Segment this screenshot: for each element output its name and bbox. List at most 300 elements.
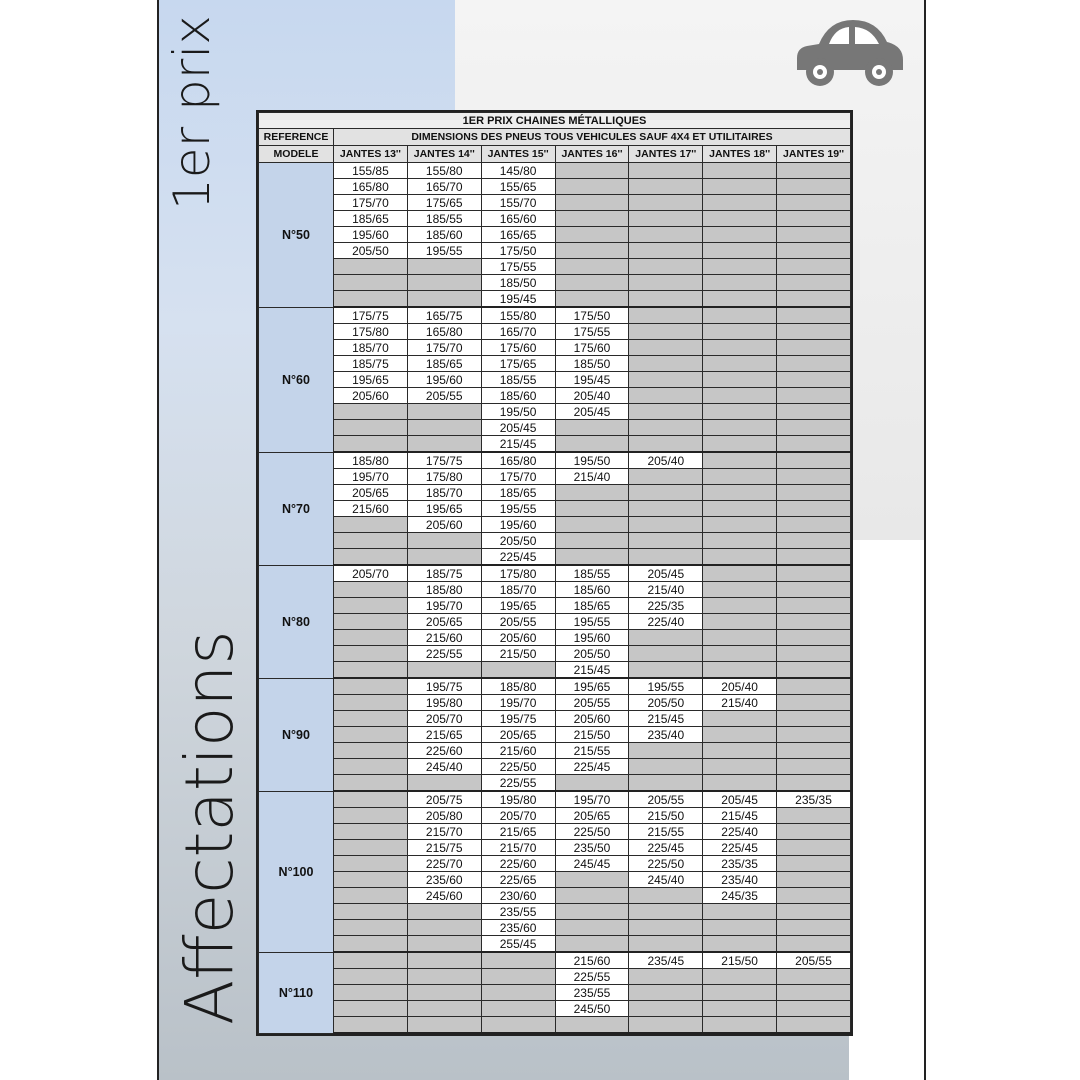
tire-size-cell — [334, 533, 408, 549]
table-row — [259, 678, 851, 695]
tire-size-cell: 195/60 — [407, 372, 481, 388]
tire-size-cell — [777, 759, 851, 775]
tire-size-cell: 205/70 — [407, 711, 481, 727]
tire-size-cell — [629, 469, 703, 485]
tire-size-cell — [629, 759, 703, 775]
tire-size-cell — [334, 259, 408, 275]
tire-size-cell: 185/60 — [407, 227, 481, 243]
tire-size-cell: 245/40 — [407, 759, 481, 775]
tire-size-cell — [629, 888, 703, 904]
tire-size-cell — [703, 501, 777, 517]
table-row — [259, 840, 851, 856]
tire-size-cell — [407, 259, 481, 275]
table-row — [259, 533, 851, 549]
tire-size-cell: 245/40 — [629, 872, 703, 888]
tire-size-cell — [555, 872, 629, 888]
table-row — [259, 372, 851, 388]
tire-size-cell — [777, 307, 851, 324]
tire-size-cell — [334, 888, 408, 904]
tire-size-cell: 175/50 — [481, 243, 555, 259]
column-header: JANTES 15'' — [481, 146, 555, 163]
tire-size-cell: 205/60 — [407, 517, 481, 533]
tire-size-cell — [777, 469, 851, 485]
tire-size-cell — [555, 211, 629, 227]
tire-size-cell: 215/50 — [555, 727, 629, 743]
tire-size-cell — [629, 307, 703, 324]
tire-size-cell — [334, 275, 408, 291]
table-row — [259, 952, 851, 969]
tire-size-cell: 185/65 — [407, 356, 481, 372]
tire-size-cell — [777, 936, 851, 953]
tire-size-cell — [777, 291, 851, 308]
tire-size-cell — [703, 340, 777, 356]
tire-size-cell: 205/65 — [555, 808, 629, 824]
tire-size-cell — [703, 211, 777, 227]
tire-size-cell: 235/35 — [777, 791, 851, 808]
tire-size-cell: 225/60 — [407, 743, 481, 759]
tire-size-cell — [777, 227, 851, 243]
tire-size-cell — [777, 840, 851, 856]
table-row — [259, 727, 851, 743]
tire-size-cell: 205/45 — [703, 791, 777, 808]
tire-size-cell — [555, 227, 629, 243]
tire-size-cell: 185/50 — [481, 275, 555, 291]
tire-size-cell: 235/60 — [481, 920, 555, 936]
tire-size-cell — [334, 791, 408, 808]
tire-size-cell: 195/70 — [334, 469, 408, 485]
tire-size-cell: 215/40 — [555, 469, 629, 485]
column-header: JANTES 18'' — [703, 146, 777, 163]
tire-size-cell: 185/70 — [407, 485, 481, 501]
tire-size-cell: 185/70 — [481, 582, 555, 598]
model-header: MODELE — [259, 146, 334, 163]
tire-size-cell: 205/65 — [481, 727, 555, 743]
tire-size-cell: 205/65 — [407, 614, 481, 630]
tire-size-cell — [407, 904, 481, 920]
table-row — [259, 307, 851, 324]
tire-size-cell: 215/70 — [481, 840, 555, 856]
tire-size-cell — [334, 678, 408, 695]
tire-size-cell: 175/60 — [555, 340, 629, 356]
tire-size-cell — [481, 1001, 555, 1017]
tire-size-cell — [777, 420, 851, 436]
tire-size-cell — [555, 485, 629, 501]
tire-size-cell — [777, 808, 851, 824]
tire-size-cell: 195/50 — [481, 404, 555, 420]
tire-size-cell — [334, 291, 408, 308]
tire-size-cell — [703, 291, 777, 308]
table-row — [259, 646, 851, 662]
tire-size-cell: 255/45 — [481, 936, 555, 953]
tire-size-cell: 205/55 — [555, 695, 629, 711]
tire-size-cell: 215/50 — [703, 952, 777, 969]
tire-size-cell — [555, 275, 629, 291]
tire-size-cell: 155/80 — [407, 163, 481, 179]
tire-size-cell: 205/60 — [334, 388, 408, 404]
tire-size-cell — [703, 759, 777, 775]
tire-size-cell: 245/50 — [555, 1001, 629, 1017]
tire-size-cell — [334, 920, 408, 936]
tire-size-cell: 175/75 — [407, 452, 481, 469]
table-row — [259, 565, 851, 582]
tire-size-cell: 205/50 — [481, 533, 555, 549]
tire-size-cell: 225/50 — [629, 856, 703, 872]
table-row — [259, 227, 851, 243]
tire-size-cell — [555, 920, 629, 936]
tire-size-cell: 225/55 — [555, 969, 629, 985]
tire-size-cell — [555, 888, 629, 904]
tire-size-cell — [555, 243, 629, 259]
table-row — [259, 436, 851, 453]
table-row — [259, 888, 851, 904]
tire-size-cell: 205/65 — [334, 485, 408, 501]
table-row — [259, 275, 851, 291]
table-row — [259, 340, 851, 356]
tire-size-cell — [334, 743, 408, 759]
tire-size-cell — [629, 275, 703, 291]
tire-size-cell: 215/55 — [555, 743, 629, 759]
tire-size-cell: 235/40 — [629, 727, 703, 743]
tire-size-cell: 195/55 — [555, 614, 629, 630]
tire-size-cell: 185/55 — [481, 372, 555, 388]
tire-size-cell: 195/70 — [555, 791, 629, 808]
tire-size-cell — [777, 695, 851, 711]
tire-size-cell: 205/75 — [407, 791, 481, 808]
tire-size-cell: 205/55 — [629, 791, 703, 808]
tire-size-cell — [703, 985, 777, 1001]
side-title-affectations: Affectations — [171, 630, 248, 1025]
tire-size-cell — [555, 501, 629, 517]
tire-size-cell — [629, 163, 703, 179]
tire-size-cell — [334, 1017, 408, 1034]
tire-size-cell — [777, 372, 851, 388]
table-row — [259, 324, 851, 340]
tire-size-cell: 175/65 — [481, 356, 555, 372]
tire-size-cell — [407, 420, 481, 436]
tire-size-cell: 235/60 — [407, 872, 481, 888]
tire-size-cell: 175/80 — [481, 565, 555, 582]
tire-size-cell — [703, 179, 777, 195]
tire-size-cell — [777, 243, 851, 259]
table-row — [259, 356, 851, 372]
tire-size-cell: 185/80 — [334, 452, 408, 469]
tire-size-cell — [777, 727, 851, 743]
tire-size-cell — [703, 662, 777, 679]
tire-size-cell — [334, 517, 408, 533]
table-row — [259, 259, 851, 275]
tire-size-cell: 145/80 — [481, 163, 555, 179]
tire-size-cell — [703, 598, 777, 614]
tire-size-cell — [629, 179, 703, 195]
table-row — [259, 662, 851, 679]
tire-size-cell — [703, 485, 777, 501]
tire-size-cell — [703, 1017, 777, 1034]
table-row — [259, 630, 851, 646]
tire-size-cell — [777, 678, 851, 695]
tire-size-cell — [777, 452, 851, 469]
tire-size-cell: 185/60 — [481, 388, 555, 404]
tire-size-cell: 205/45 — [629, 565, 703, 582]
tire-size-cell — [777, 388, 851, 404]
tire-size-cell: 175/55 — [481, 259, 555, 275]
tire-size-cell: 165/60 — [481, 211, 555, 227]
column-header: JANTES 16'' — [555, 146, 629, 163]
tire-size-cell — [703, 582, 777, 598]
table-row — [259, 501, 851, 517]
tire-size-cell: 155/80 — [481, 307, 555, 324]
tire-size-cell — [777, 775, 851, 792]
tire-size-cell: 225/60 — [481, 856, 555, 872]
tire-size-cell: 205/40 — [629, 452, 703, 469]
tire-size-cell: 195/65 — [334, 372, 408, 388]
tire-size-cell: 205/80 — [407, 808, 481, 824]
tire-size-cell: 215/65 — [407, 727, 481, 743]
tire-size-cell — [334, 856, 408, 872]
tire-size-cell — [629, 195, 703, 211]
table-row — [259, 582, 851, 598]
tire-size-cell — [334, 952, 408, 969]
tire-size-cell — [777, 614, 851, 630]
tire-size-cell: 205/50 — [334, 243, 408, 259]
tire-size-cell: 185/55 — [407, 211, 481, 227]
tire-size-cell: 225/50 — [481, 759, 555, 775]
tire-size-cell: 195/60 — [555, 630, 629, 646]
tire-size-cell — [407, 549, 481, 566]
table-row — [259, 598, 851, 614]
tire-size-cell: 185/50 — [555, 356, 629, 372]
tire-size-cell — [703, 452, 777, 469]
tire-size-cell: 205/70 — [334, 565, 408, 582]
tire-size-cell: 195/80 — [407, 695, 481, 711]
tire-size-cell — [777, 630, 851, 646]
tire-size-cell — [555, 549, 629, 566]
tire-size-cell — [334, 404, 408, 420]
tire-size-cell — [555, 420, 629, 436]
tire-size-cell — [629, 372, 703, 388]
tire-size-cell — [407, 1001, 481, 1017]
tire-size-cell — [555, 533, 629, 549]
table-row — [259, 824, 851, 840]
tire-size-cell — [703, 565, 777, 582]
tire-size-cell — [555, 436, 629, 453]
table-row — [259, 936, 851, 953]
tire-size-cell — [777, 904, 851, 920]
tire-size-cell — [703, 324, 777, 340]
tire-size-cell: 215/65 — [481, 824, 555, 840]
car-icon — [791, 14, 907, 86]
tire-size-cell — [629, 227, 703, 243]
tire-size-cell — [334, 630, 408, 646]
tire-size-cell: 185/70 — [334, 340, 408, 356]
tire-size-cell — [703, 388, 777, 404]
tire-size-cell — [777, 195, 851, 211]
tire-size-cell — [777, 598, 851, 614]
tire-size-cell: 155/65 — [481, 179, 555, 195]
tire-size-cell — [629, 969, 703, 985]
tire-size-cell: 195/65 — [481, 598, 555, 614]
tire-size-cell — [334, 420, 408, 436]
table-row — [259, 872, 851, 888]
tire-size-cell: 175/55 — [555, 324, 629, 340]
tire-size-cell — [777, 179, 851, 195]
model-ref-cell: N°70 — [259, 452, 334, 565]
tire-size-cell — [334, 936, 408, 953]
tire-size-cell: 205/40 — [555, 388, 629, 404]
tire-size-cell: 185/65 — [481, 485, 555, 501]
tire-size-cell: 205/60 — [555, 711, 629, 727]
tire-size-cell — [555, 179, 629, 195]
tire-size-cell: 185/75 — [334, 356, 408, 372]
table-row — [259, 791, 851, 808]
tire-size-cell: 205/55 — [481, 614, 555, 630]
tire-size-cell — [629, 211, 703, 227]
tire-size-cell: 205/55 — [407, 388, 481, 404]
tire-size-cell — [334, 872, 408, 888]
tire-size-cell: 165/65 — [481, 227, 555, 243]
tire-size-cell: 205/50 — [555, 646, 629, 662]
tire-size-cell: 175/70 — [481, 469, 555, 485]
tire-size-cell: 225/70 — [407, 856, 481, 872]
table-row — [259, 856, 851, 872]
tire-size-cell — [629, 630, 703, 646]
tire-size-cell — [555, 291, 629, 308]
tire-size-cell: 215/50 — [629, 808, 703, 824]
tire-size-cell — [777, 259, 851, 275]
tire-size-cell — [555, 775, 629, 792]
tire-size-cell: 165/80 — [334, 179, 408, 195]
tire-size-cell: 195/70 — [481, 695, 555, 711]
tire-size-cell — [777, 920, 851, 936]
tire-size-cell: 185/80 — [481, 678, 555, 695]
tire-size-cell — [703, 517, 777, 533]
tire-size-cell — [407, 275, 481, 291]
tire-size-cell: 225/65 — [481, 872, 555, 888]
tire-size-cell — [334, 727, 408, 743]
tire-size-cell — [777, 436, 851, 453]
tire-size-cell — [555, 517, 629, 533]
tire-size-cell: 195/60 — [334, 227, 408, 243]
tire-size-cell: 245/45 — [555, 856, 629, 872]
tire-size-cell — [407, 662, 481, 679]
tire-size-cell — [629, 646, 703, 662]
model-ref-cell: N°80 — [259, 565, 334, 678]
tire-size-cell: 225/45 — [629, 840, 703, 856]
table-row — [259, 469, 851, 485]
table-row — [259, 420, 851, 436]
tire-size-cell — [334, 646, 408, 662]
tire-size-cell: 235/50 — [555, 840, 629, 856]
column-header: JANTES 13'' — [334, 146, 408, 163]
tire-size-cell — [703, 436, 777, 453]
tire-size-cell: 215/60 — [334, 501, 408, 517]
tire-size-cell — [334, 904, 408, 920]
tire-size-cell: 195/65 — [407, 501, 481, 517]
table-row — [259, 695, 851, 711]
tire-size-cell — [777, 501, 851, 517]
tire-size-cell — [703, 372, 777, 388]
tire-size-cell — [334, 436, 408, 453]
tire-size-cell — [629, 533, 703, 549]
tire-size-cell — [703, 775, 777, 792]
tire-size-cell — [629, 404, 703, 420]
tire-size-cell — [407, 969, 481, 985]
tire-size-cell: 245/60 — [407, 888, 481, 904]
tire-size-cell — [407, 1017, 481, 1034]
tire-size-cell: 195/60 — [481, 517, 555, 533]
tire-size-cell — [555, 904, 629, 920]
tire-size-cell — [481, 662, 555, 679]
table-row — [259, 711, 851, 727]
tire-size-cell: 195/65 — [555, 678, 629, 695]
tire-size-cell — [334, 759, 408, 775]
tire-size-cell: 215/45 — [555, 662, 629, 679]
tire-size-cell: 225/45 — [555, 759, 629, 775]
tire-size-cell — [629, 420, 703, 436]
tire-size-cell — [334, 969, 408, 985]
tire-size-cell: 165/80 — [407, 324, 481, 340]
tire-size-cell: 165/80 — [481, 452, 555, 469]
model-ref-cell: N°50 — [259, 163, 334, 308]
tire-size-cell — [777, 985, 851, 1001]
tire-size-cell: 225/50 — [555, 824, 629, 840]
tire-size-cell — [629, 1017, 703, 1034]
tire-size-cell — [777, 549, 851, 566]
tire-size-cell — [777, 565, 851, 582]
tire-size-cell — [481, 985, 555, 1001]
tire-size-cell — [481, 952, 555, 969]
tire-size-cell — [407, 291, 481, 308]
tire-size-cell — [629, 324, 703, 340]
tire-size-cell: 225/45 — [481, 549, 555, 566]
dimensions-header: DIMENSIONS DES PNEUS TOUS VEHICULES SAUF 4X4 ET UTILITAIRES — [334, 129, 851, 146]
tire-size-cell — [703, 1001, 777, 1017]
tire-size-cell: 195/55 — [407, 243, 481, 259]
chain-affectation-table — [256, 110, 853, 1036]
tire-size-cell — [555, 259, 629, 275]
tire-size-cell — [777, 743, 851, 759]
model-ref-cell: N°90 — [259, 678, 334, 791]
tire-size-cell — [777, 324, 851, 340]
tire-size-cell — [703, 533, 777, 549]
tire-size-cell — [629, 985, 703, 1001]
tire-size-cell — [334, 711, 408, 727]
tire-size-cell: 185/75 — [407, 565, 481, 582]
tire-size-cell: 195/55 — [629, 678, 703, 695]
tire-size-cell — [777, 163, 851, 179]
tire-size-cell — [703, 549, 777, 566]
tire-size-cell: 175/75 — [334, 307, 408, 324]
table-row — [259, 163, 851, 179]
tire-size-cell — [629, 340, 703, 356]
tire-size-cell: 185/65 — [555, 598, 629, 614]
tire-size-cell — [334, 824, 408, 840]
tire-size-cell: 185/60 — [555, 582, 629, 598]
tire-size-cell: 215/40 — [629, 582, 703, 598]
tire-size-cell — [407, 952, 481, 969]
tire-size-cell — [777, 856, 851, 872]
tire-size-cell — [407, 404, 481, 420]
table-row — [259, 452, 851, 469]
tire-size-cell — [703, 630, 777, 646]
tire-size-cell: 175/50 — [555, 307, 629, 324]
tire-size-cell — [703, 727, 777, 743]
model-ref-cell: N°110 — [259, 952, 334, 1033]
tire-size-cell: 175/60 — [481, 340, 555, 356]
tire-size-cell: 195/75 — [407, 678, 481, 695]
table-row — [259, 388, 851, 404]
model-ref-cell: N°60 — [259, 307, 334, 452]
tire-size-cell — [629, 501, 703, 517]
